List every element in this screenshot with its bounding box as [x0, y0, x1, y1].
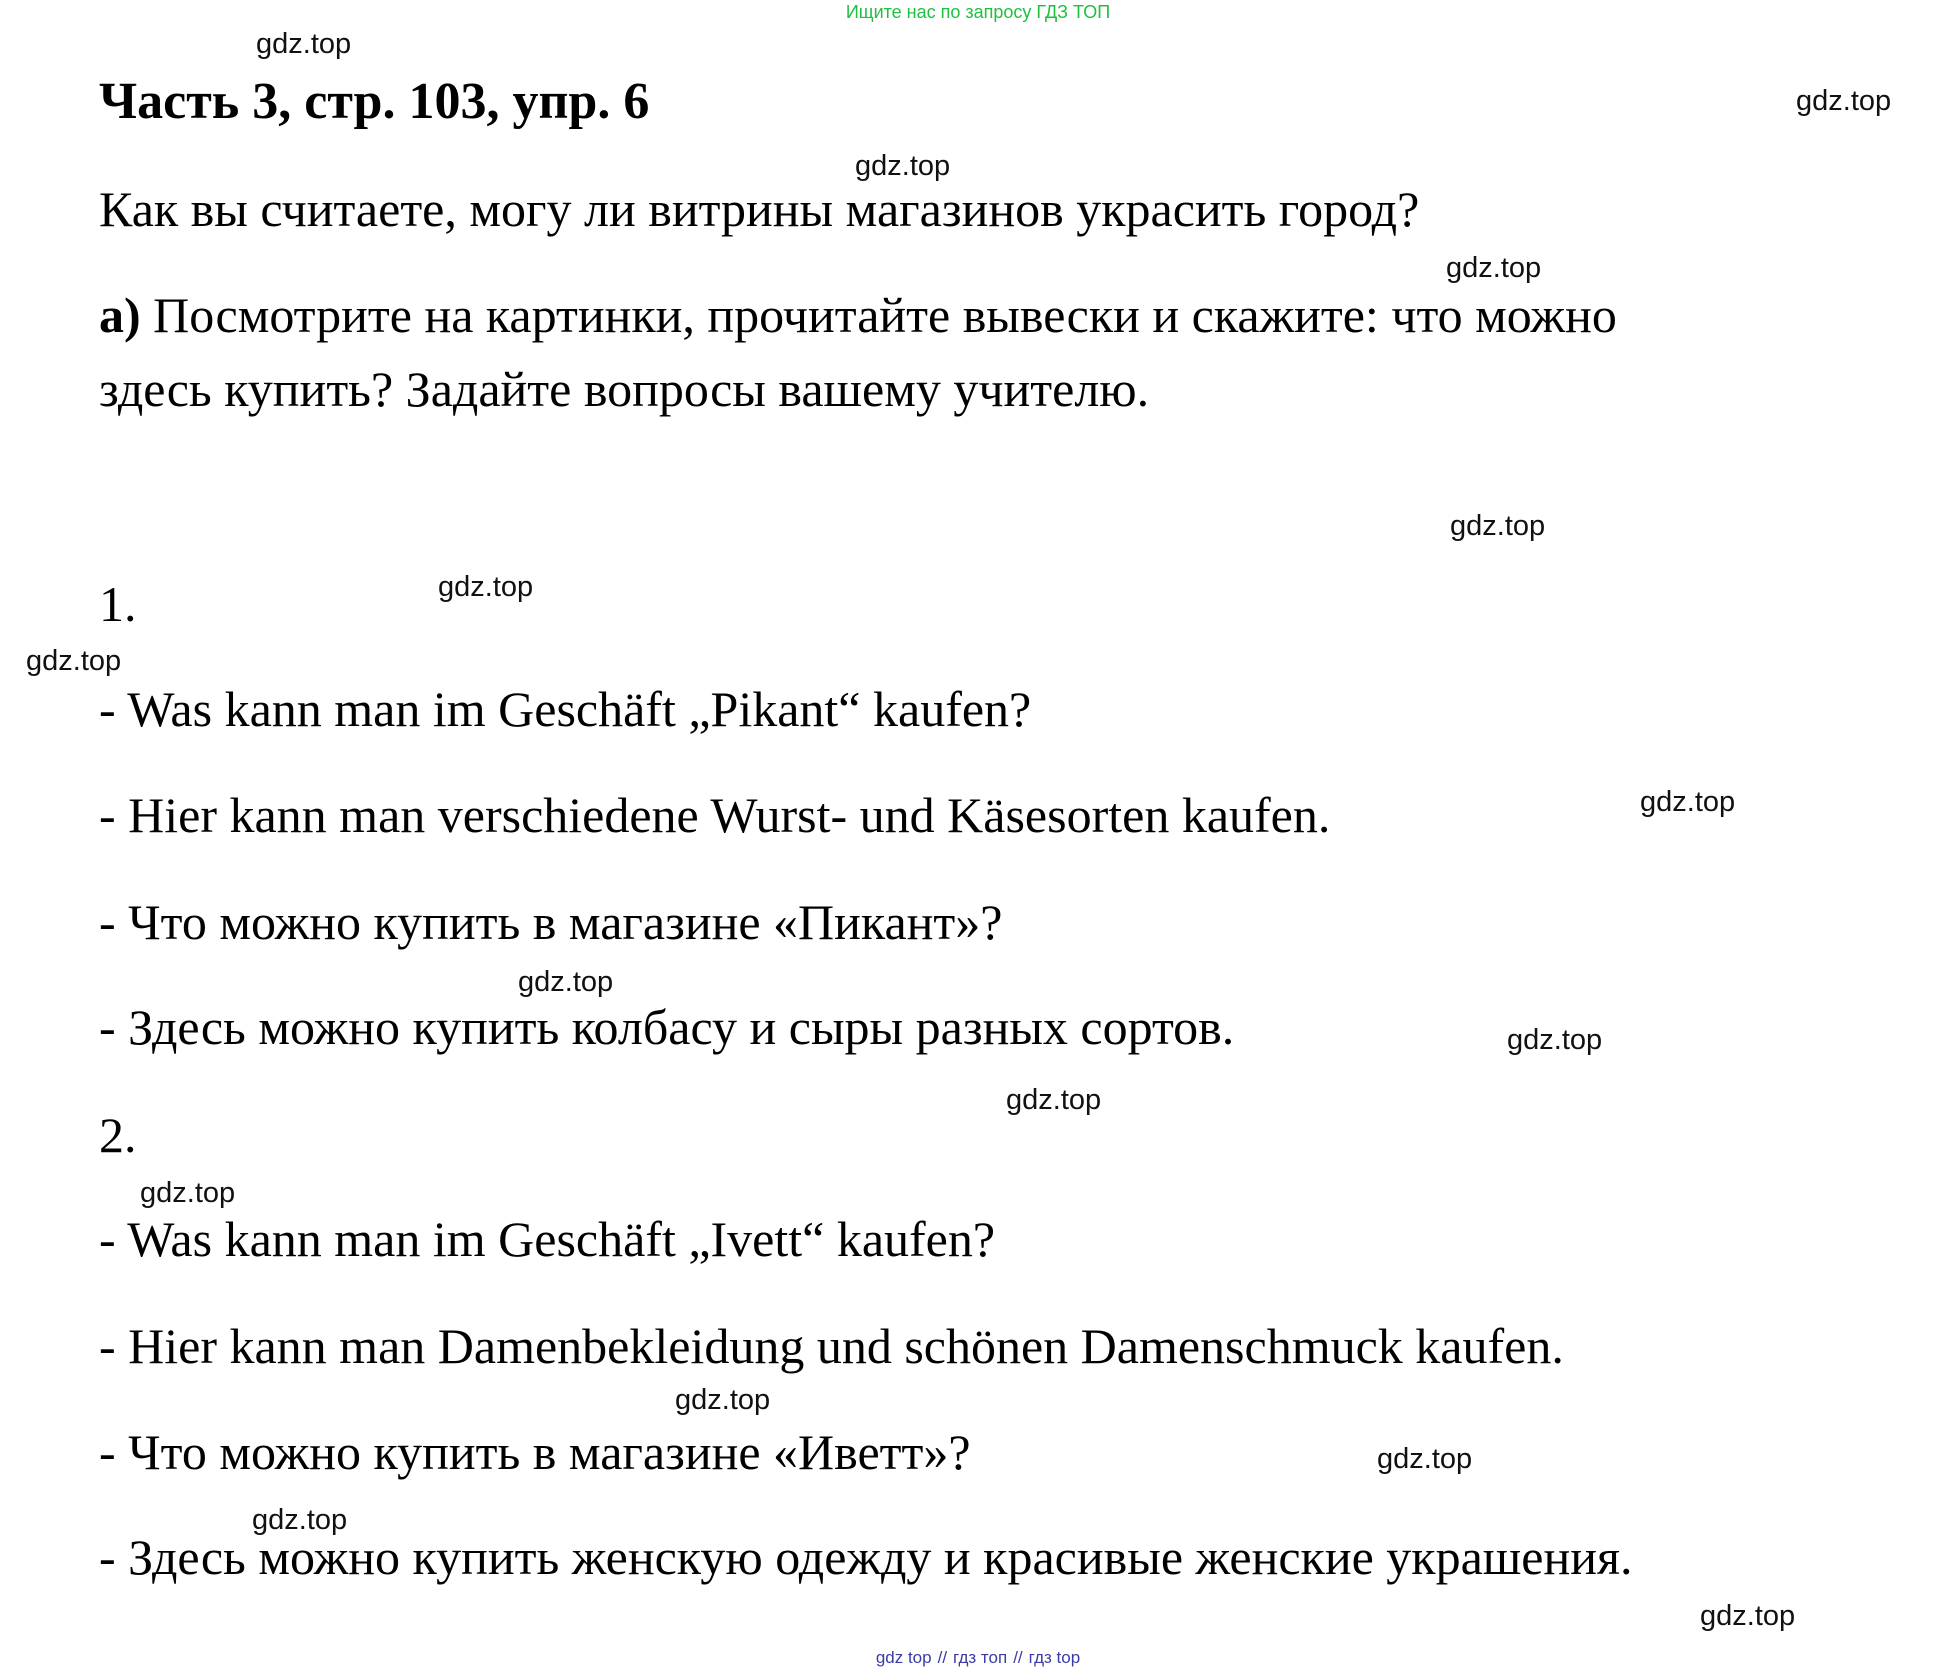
watermark: gdz.top: [1507, 1024, 1603, 1056]
watermark: gdz.top: [438, 571, 534, 603]
footer-separator: //: [937, 1648, 948, 1667]
dialogue-line: - Hier kann man Damenbekleidung und schönen Damenschmuck kaufen.: [99, 1318, 1564, 1374]
task-a-line-1: [99, 286, 1617, 344]
section-number-2: 2.: [99, 1107, 137, 1163]
watermark: gdz.top: [1446, 252, 1542, 284]
task-a-text: Посмотрите на картинки, прочитайте вывески и скажите: что можно: [153, 287, 1617, 343]
footer-link[interactable]: gdz top: [875, 1648, 932, 1667]
footer-separator: //: [1013, 1648, 1023, 1667]
intro-question: Как вы считаете, могу ли витрины магазинов украсить город?: [99, 181, 1420, 237]
watermark: gdz.top: [1640, 786, 1736, 818]
task-a-line-2: здесь купить? Задайте вопросы вашему учителю.: [99, 361, 1150, 417]
watermark: gdz.top: [252, 1504, 348, 1536]
watermark: gdz.top: [1796, 85, 1892, 117]
footer-link[interactable]: гдз top: [1028, 1648, 1081, 1667]
watermark: gdz.top: [518, 966, 614, 998]
watermark: gdz.top: [1377, 1443, 1473, 1475]
dialogue-line: - Was kann man im Geschäft „Pikant“ kaufen?: [99, 681, 1032, 737]
watermark: gdz.top: [256, 28, 352, 60]
watermark: gdz.top: [1450, 510, 1546, 542]
footer-links: [0, 1648, 1956, 1668]
dialogue-line: - Was kann man im Geschäft „Ivett“ kaufen?: [99, 1211, 996, 1267]
footer-link[interactable]: гдз топ: [953, 1648, 1008, 1667]
watermark: gdz.top: [855, 150, 951, 182]
dialogue-line: - Hier kann man verschiedene Wurst- und Käsesorten kaufen.: [99, 787, 1331, 843]
watermark: gdz.top: [675, 1384, 771, 1416]
watermark: gdz.top: [1700, 1600, 1796, 1632]
watermark: gdz.top: [26, 645, 122, 677]
task-a-label: а): [99, 287, 141, 343]
section-number-1: 1.: [99, 576, 137, 632]
watermark: gdz.top: [140, 1177, 236, 1209]
dialogue-line: - Что можно купить в магазине «Пикант»?: [99, 894, 1003, 950]
watermark: gdz.top: [1006, 1084, 1102, 1116]
dialogue-line: - Здесь можно купить женскую одежду и красивые женские украшения.: [99, 1529, 1633, 1585]
dialogue-line: - Что можно купить в магазине «Иветт»?: [99, 1424, 971, 1480]
dialogue-line: - Здесь можно купить колбасу и сыры разных сортов.: [99, 999, 1235, 1055]
top-banner: Ищите нас по запросу ГДЗ ТОП: [845, 2, 1111, 22]
page-title: Часть 3, стр. 103, упр. 6: [99, 73, 650, 130]
